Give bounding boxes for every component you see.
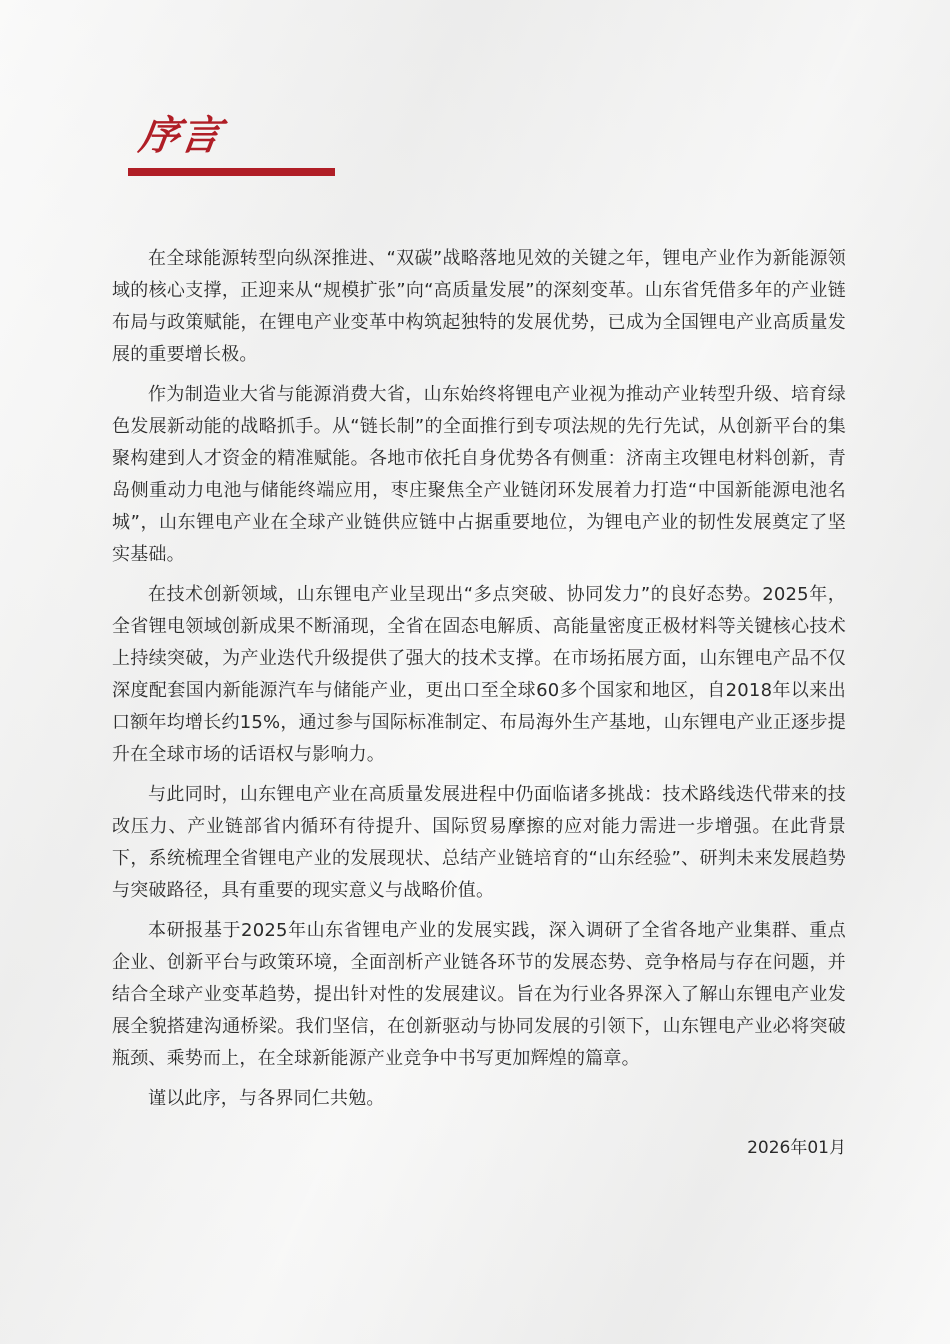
title-underline-bar <box>128 168 335 176</box>
paragraph: 在全球能源转型向纵深推进、“双碳”战略落地见效的关键之年，锂电产业作为新能源领域的核心支撑，正迎来从“规模扩张”向“高质量发展”的深刻变革。山东省凭借多年的产业链布局与政策赋能，在锂电产业变革中构筑起独特的发展优势，已成为全国锂电产业高质量发展的重要增长极。 <box>112 248 846 365</box>
paragraph: 与此同时，山东锂电产业在高质量发展进程中仍面临诸多挑战：技术路线迭代带来的技改压力、产业链部省内循环有待提升、国际贸易摩擦的应对能力需进一步增强。在此背景下，系统梳理全省锂电产业的发展现状、总结产业链培育的“山东经验”、研判未来发展趋势与突破路径，具有重要的现实意义与战略价值。 <box>112 784 846 901</box>
preface-body <box>112 243 846 1123</box>
paragraph: 本研报基于2025年山东省锂电产业的发展实践，深入调研了全省各地产业集群、重点企业、创新平台与政策环境，全面剖析产业链各环节的发展态势、竞争格局与存在问题，并结合全球产业变革趋势，提出针对性的发展建议。旨在为行业各界深入了解山东锂电产业发展全貌搭建沟通桥梁。我们坚信，在创新驱动与协同发展的引领下，山东锂电产业必将突破瓶颈、乘势而上，在全球新能源产业竞争中书写更加辉煌的篇章。 <box>112 920 846 1069</box>
paragraph: 在技术创新领域，山东锂电产业呈现出“多点突破、协同发力”的良好态势。2025年，全省锂电领域创新成果不断涌现，全省在固态电解质、高能量密度正极材料等关键核心技术上持续突破，为产业迭代升级提供了强大的技术支撑。在市场拓展方面，山东锂电产品不仅深度配套国内新能源汽车与储能产业，更出口至全球60多个国家和地区，自2018年以来出口额年均增长约15%，通过参与国际标准制定、布局海外生产基地，山东锂电产业正逐步提升在全球市场的话语权与影响力。 <box>112 584 846 765</box>
paragraph: 作为制造业大省与能源消费大省，山东始终将锂电产业视为推动产业转型升级、培育绿色发展新动能的战略抓手。从“链长制”的全面推行到专项法规的先行先试，从创新平台的集聚构建到人才资金的精准赋能。各地市依托自身优势各有侧重：济南主攻锂电材料创新，青岛侧重动力电池与储能终端应用，枣庄聚焦全产业链闭环发展着力打造“中国新能源电池名城”，山东锂电产业在全球产业链供应链中占据重要地位，为锂电产业的韧性发展奠定了坚实基础。 <box>112 384 846 565</box>
closing-line: 谨以此序，与各界同仁共勉。 <box>148 1088 385 1109</box>
date: 2026年01月 <box>747 1138 846 1158</box>
page-title: 序言 <box>136 113 225 159</box>
